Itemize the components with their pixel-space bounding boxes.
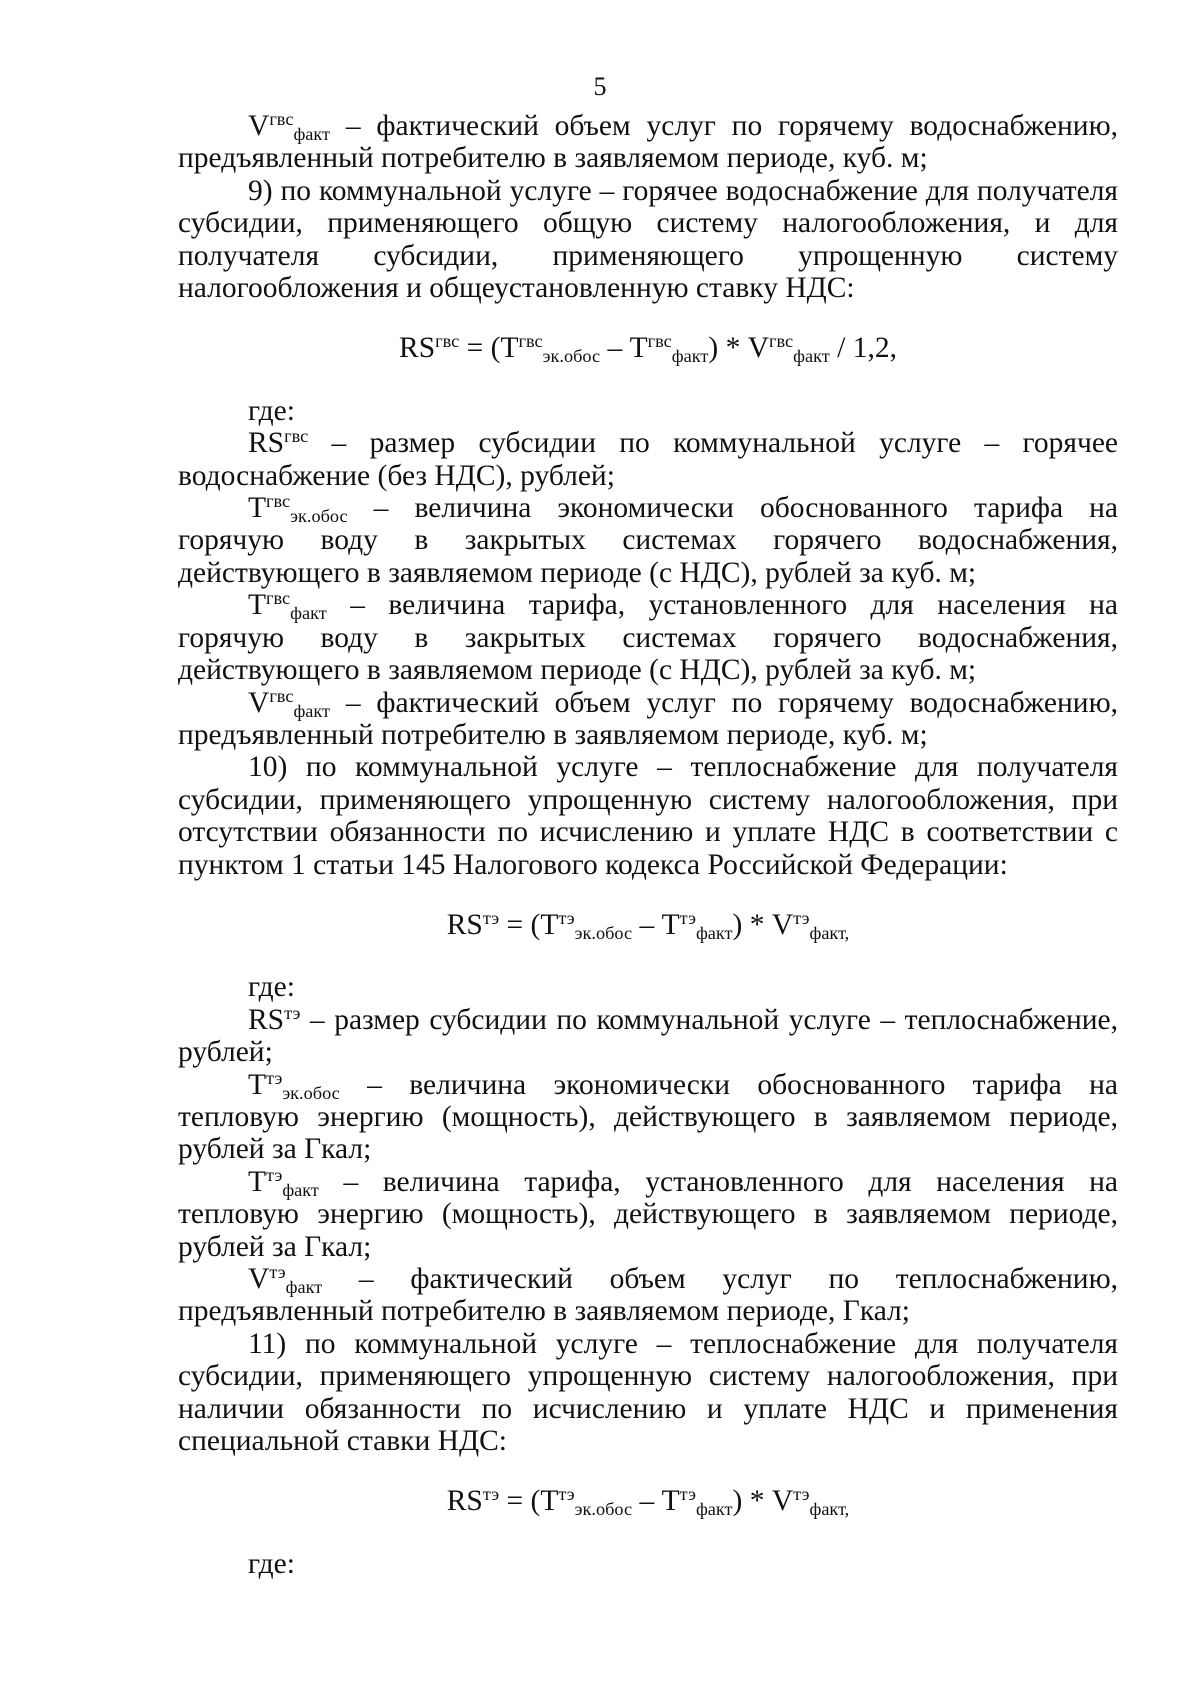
paragraph-v-gvs-fakt-2: $V^{гвс}_{факт}$ – фактический объем услуг по горячему водоснабжению, предъявленный потребителю в заявляемом периоде, куб. м; (178, 685, 1119, 751)
formula-rs-gvs: $RS^{гвс} = (T^{гвс}_{эк.обос} - T^{гвс}_{факт}) * V^{гвс}_{факт} / 1,2$, (399, 331, 897, 367)
where-label-2: где: (248, 971, 295, 1004)
paragraph-rs-gvs: $RS^{гвс}$ – размер субсидии по коммунальной услуге – горячее водоснабжение (без НДС), рублей; (178, 426, 1119, 492)
paragraph-t-gvs-fakt: $T^{гвс}_{факт}$ – величина тарифа, установленного для населения на горячую воду в закрытых системах горячего водоснабжения, действующего в заявляемом периоде (с НДС), рублей за куб. м; (178, 588, 1118, 687)
symbol-v-gvs-fakt: $V^{гвс}_{факт}$ (248, 108, 331, 145)
paragraph-rs-te: $RS^{тэ}$ – размер субсидии по коммунальной услуге – теплоснабжение, рублей; (178, 1002, 1119, 1069)
paragraph-v-gvs-fakt-1: $V^{гвс}_{факт}$ – фактический объем услуг по горячему водоснабжению, предъявленный потребителю в заявляемом периоде, куб. м; (178, 108, 1119, 175)
formula-rs-te-1: $RS^{тэ} = (T^{тэ}_{эк.обос} - T^{тэ}_{факт}) * V^{тэ}_{факт,}$ (446, 907, 850, 944)
page-number: 5 (593, 72, 607, 101)
where-label-1: где: (248, 394, 295, 427)
paragraph-item-11: 11) по коммунальной услуге – теплоснабжение для получателя субсидии, применяющего упрощенную систему налогообложения, при наличии обязанности по исчислению и уплате НДС и применения специальной ставки НДС: (178, 1327, 1118, 1458)
paragraph-t-te-fakt: $T^{тэ}_{факт}$ – величина тарифа, установленного для населения на тепловую энергию (мощность), действующего в заявляемом периоде, рублей за Гкал; (178, 1164, 1118, 1263)
where-label-3: где: (248, 1547, 295, 1580)
formula-rs-te-2: $RS^{тэ} = (T^{тэ}_{эк.обос} - T^{тэ}_{факт}) * V^{тэ}_{факт,}$ (446, 1484, 850, 1520)
paragraph-v-te-fakt: $V^{тэ}_{факт}$ – фактический объем услуг по теплоснабжению, предъявленный потребителю в заявляемом периоде, Гкал; (178, 1261, 1119, 1328)
paragraph-item-9: 9) по коммунальной услуге – горячее водоснабжение для получателя субсидии, применяющего общую систему налогообложения, и для получателя субсидии, применяющего упрощенную систему налогообложения и общеустановленную ставку НДС: (178, 174, 1118, 305)
paragraph-t-te-ekobos: $T^{тэ}_{эк.обос}$ – величина экономически обоснованного тарифа на тепловую энергию (мощность), действующего в заявляемом периоде, рублей за Гкал; (178, 1067, 1118, 1166)
paragraph-item-10: 10) по коммунальной услуге – теплоснабжение для получателя субсидии, применяющего упрощенную систему налогообложения, при отсутствии обязанности по исчислению и уплате НДС в соответствии с пунктом 1 статьи 145 Налогового кодекса Российской Федерации: (178, 751, 1118, 881)
document-body (178, 110, 1118, 1580)
paragraph-t-gvs-ekobos: $T^{гвс}_{эк.обос}$ – величина экономически обоснованного тарифа на горячую воду в закрытых системах горячего водоснабжения, действующего в заявляемом периоде (с НДС), рублей за куб. м; (178, 491, 1118, 589)
